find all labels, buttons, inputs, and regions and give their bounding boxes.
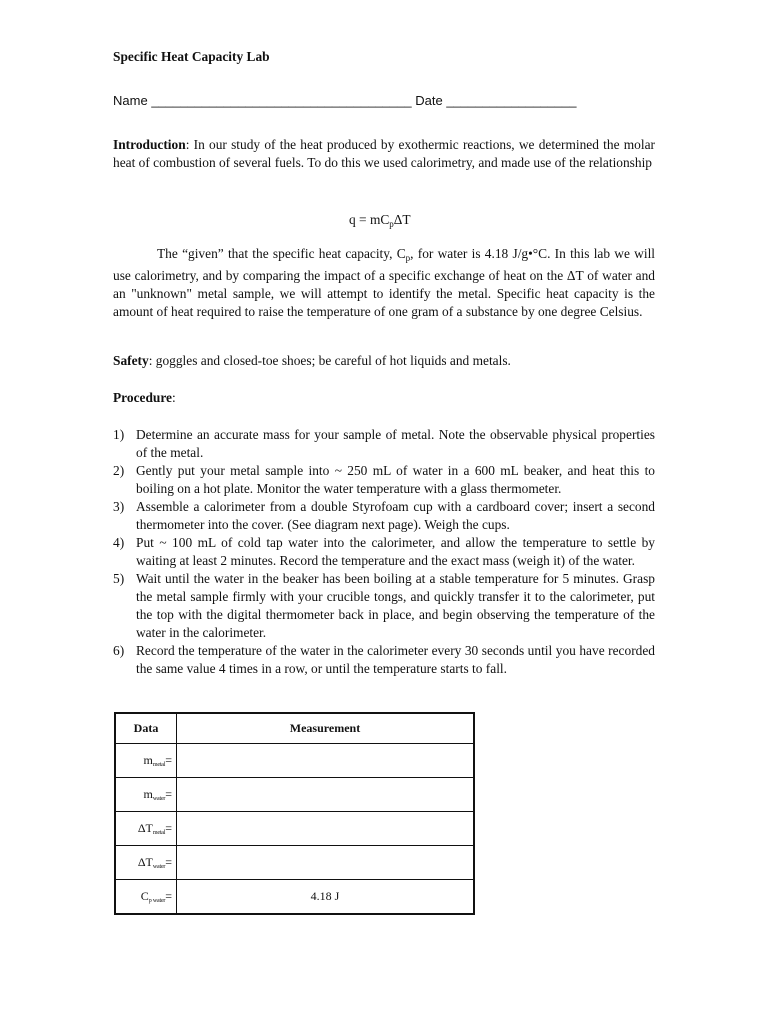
date-label: Date [415,93,443,108]
label-subscript: metal [152,762,166,768]
header-measurement: Measurement [177,713,475,744]
step-text: Wait until the water in the beaker has been boiling at a stable temperature for 5 minutes. Grasp the metal sample firmly with your crucible tongs, and quickly transfer it to the calorimeter, put the top with the digital thermometer back in place, and begin observing the temperature of the water in the calorimeter. [136,571,655,640]
row-label [115,880,177,915]
procedure-step [113,498,655,534]
procedure-step [113,462,655,498]
para2-part1: The “given” that the specific heat capacity, C [157,246,406,261]
document-title: Specific Heat Capacity Lab [113,49,270,64]
label-equals: = [165,855,172,869]
step-number: 3) [113,499,125,514]
step-text: Record the temperature of the water in the calorimeter every 30 seconds until you have recorded the same value 4 times in a row, or until the temperature starts to fall. [136,643,655,676]
heat-formula [349,211,411,233]
procedure-step [113,426,655,462]
label-equals: = [165,787,172,801]
data-table [114,712,475,915]
row-label [115,846,177,880]
measurement-cell[interactable] [177,778,475,812]
introduction-text: : In our study of the heat produced by exothermic reactions, we determined the molar heat of combustion of several fuels. To do this we used calorimetry, and made use of the relationship [113,137,655,170]
step-number: 2) [113,463,125,478]
label-equals: = [165,753,172,767]
step-text: Assemble a calorimeter from a double Styrofoam cup with a cardboard cover; insert a second thermometer into the cover. (See diagram next page). Weigh the cups. [136,499,655,532]
formula-subscript: p [389,219,394,229]
label-main: C [140,889,149,903]
row-label [115,744,177,778]
label-subscript: water [152,796,166,802]
label-main: ΔT [137,821,153,835]
step-text: Gently put your metal sample into ~ 250 mL of water in a 600 mL beaker, and heat this to boiling on a hot plate. Monitor the water temperature with a glass thermometer. [136,463,655,496]
row-label [115,778,177,812]
date-blank[interactable]: __________________ [446,93,577,108]
row-label [115,812,177,846]
introduction-heading: Introduction [113,137,186,152]
name-blank[interactable]: ____________________________________ [151,93,412,108]
para2-subscript: p [405,253,411,263]
formula-left: q = mC [349,212,390,227]
specific-heat-paragraph [113,245,655,321]
formula-right: ΔT [393,212,411,227]
safety-text: : goggles and closed-toe shoes; be careful of hot liquids and metals. [148,353,511,368]
header-data: Data [115,713,177,744]
measurement-cell[interactable] [177,812,475,846]
step-text: Put ~ 100 mL of cold tap water into the calorimeter, and allow the temperature to settle by waiting at least 2 minutes. Record the temperature and the exact mass (weigh it) of the water. [136,535,655,568]
name-label: Name [113,93,148,108]
safety-paragraph [113,352,655,370]
step-number: 1) [113,427,125,442]
table-row [115,812,474,846]
procedure-steps [113,426,655,678]
step-text: Determine an accurate mass for your sample of metal. Note the observable physical properties of the metal. [136,427,655,460]
label-subscript: water [152,864,166,870]
step-number: 6) [113,643,125,658]
label-main: m [143,787,153,801]
introduction-paragraph [113,136,655,172]
procedure-colon: : [172,390,176,405]
procedure-step [113,570,655,642]
procedure-heading: Procedure [113,390,173,405]
procedure-step [113,642,655,678]
table-row [115,778,474,812]
label-subscript: metal [152,830,166,836]
label-main: ΔT [137,855,153,869]
measurement-cell[interactable]: 4.18 J [177,880,475,915]
table-row [115,744,474,778]
label-main: m [143,753,153,767]
table-row [115,846,474,880]
procedure-heading-line [113,389,176,407]
table-row [115,880,474,915]
measurement-cell[interactable] [177,744,475,778]
procedure-step [113,534,655,570]
label-equals: = [165,889,172,903]
safety-heading: Safety [113,353,149,368]
step-number: 4) [113,535,125,550]
label-subscript: p water [148,898,166,904]
name-date-row [113,92,576,110]
label-equals: = [165,821,172,835]
measurement-cell[interactable] [177,846,475,880]
step-number: 5) [113,571,125,586]
para2-part2: , for water is 4.18 J/g•°C. In this lab we will use calorimetry, and by comparing the impact of a specific exchange of heat on the ΔT of water and an "unknown" metal sample, we will attempt to identify the metal. Specific heat capacity is the amount of heat required to raise the temperature of one gram of a substance by one degree Celsius. [113,246,656,319]
table-header-row [115,713,474,744]
